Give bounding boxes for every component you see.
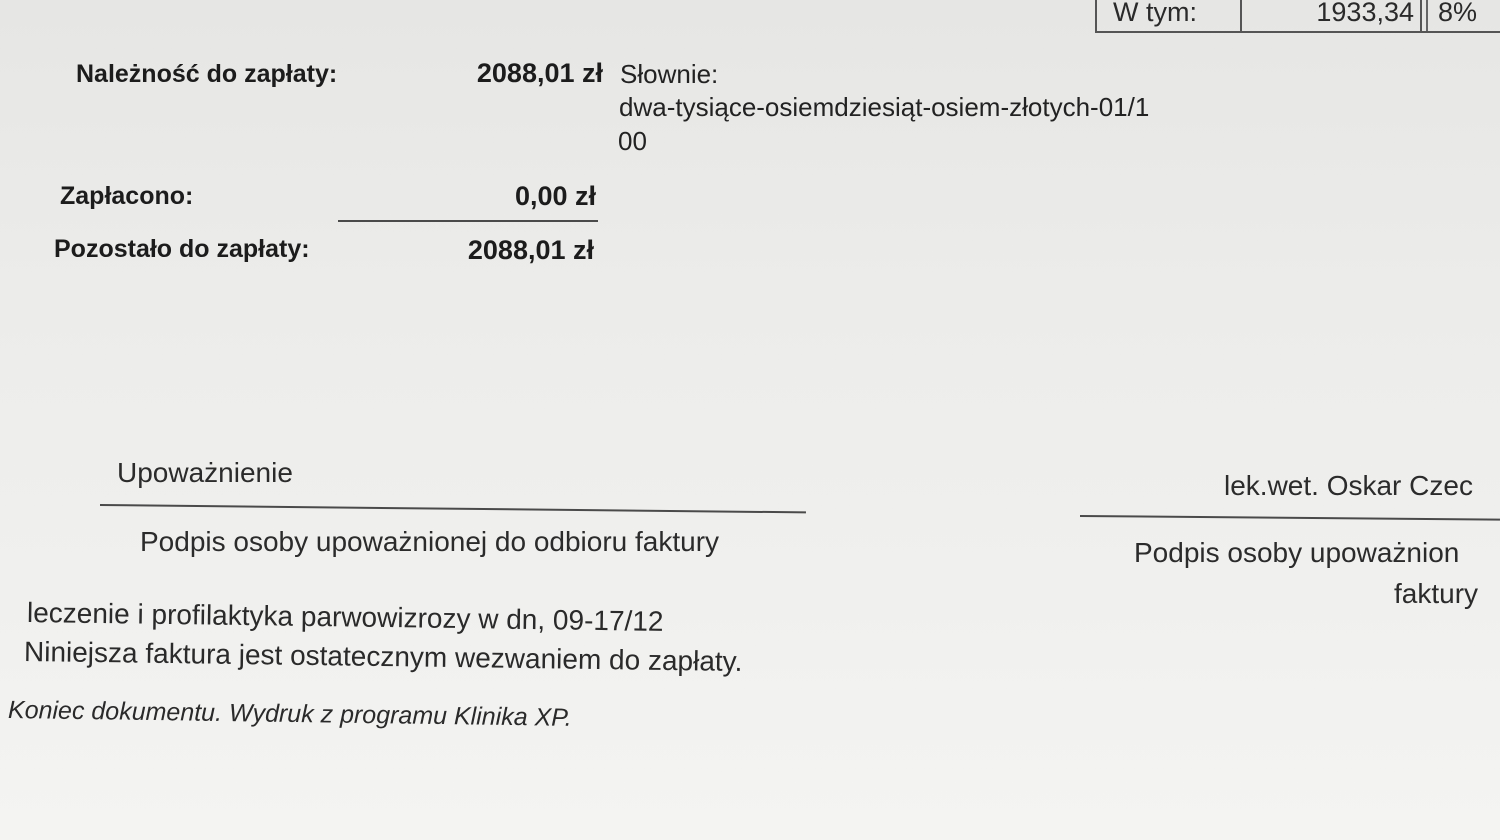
- amount-in-words-line1: dwa-tysiące-osiemdziesiąt-osiem-złotych-01/1: [619, 92, 1150, 122]
- remaining-value: 2088,01 zł: [467, 235, 594, 265]
- left-signature-caption: Podpis osoby upoważnionej do odbioru faktury: [140, 526, 720, 557]
- left-signature-line: [100, 504, 806, 513]
- amount-due-value: 2088,01 zł: [476, 58, 603, 88]
- vat-rate: 8%: [1438, 0, 1478, 27]
- vat-summary-table: [1095, 0, 1500, 33]
- final-notice-note: Niniejsza faktura jest ostatecznym wezwaniem do zapłaty.: [23, 636, 743, 678]
- treatment-note: leczenie i profilaktyka parwowizrozy w dn, 09-17/12: [26, 597, 664, 637]
- vat-amount: 1933,34: [1242, 0, 1422, 31]
- amount-in-words-line2: 00: [618, 126, 647, 156]
- paid-label: Zapłacono:: [60, 182, 194, 210]
- right-signature-name: lek.wet. Oskar Czec: [1224, 470, 1473, 501]
- sum-divider: [338, 220, 598, 222]
- document-footer: Koniec dokumentu. Wydruk z programu Klinika XP.: [7, 696, 572, 732]
- amount-in-words-label: Słownie:: [620, 59, 719, 89]
- vat-label: W tym:: [1097, 0, 1242, 31]
- right-signature-line: [1080, 515, 1500, 521]
- right-signature-caption-line2: faktury: [1394, 578, 1479, 609]
- right-signature-caption-line1: Podpis osoby upoważnion: [1134, 537, 1460, 568]
- paid-value: 0,00 zł: [514, 181, 596, 211]
- amount-due-label: Należność do zapłaty:: [76, 60, 338, 88]
- remaining-label: Pozostało do zapłaty:: [54, 235, 310, 263]
- left-signature-name: Upoważnienie: [117, 457, 293, 488]
